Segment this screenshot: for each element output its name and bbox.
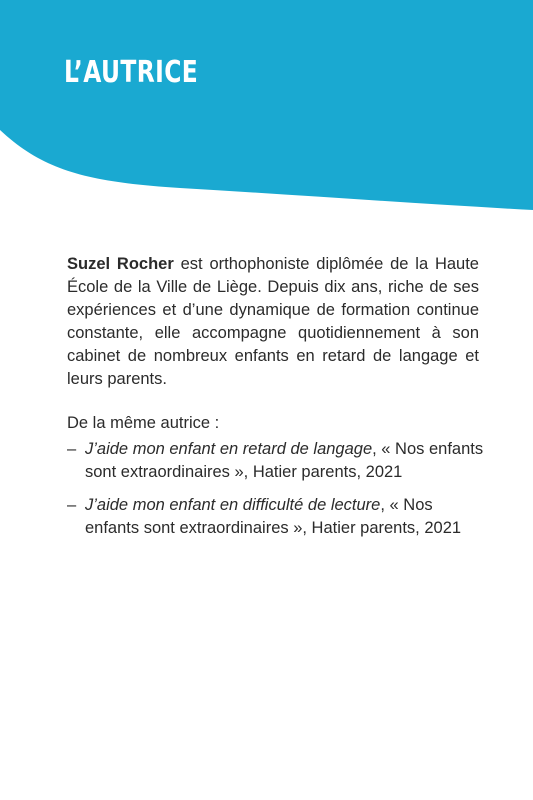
page-title: L’AUTRICE [64,55,199,90]
list-item [67,494,487,540]
author-name: Suzel Rocher [67,255,174,273]
bio-text: est orthophoniste diplômée de la Haute École de la Ville de Liège. Depuis dix ans, riche de ses expériences et d’une dynamique de formation continue constante, elle accompagne quotidiennement à son cabinet de nombreux enfants en retard de langage et leurs parents. [67,255,479,388]
list-dash: – [67,440,77,458]
book-title: J’aide mon enfant en difficulté de lecture [85,496,381,514]
list-dash: – [67,496,77,514]
also-by-label: De la même autrice : [67,414,220,432]
banner-shape [0,0,533,210]
book-title: J’aide mon enfant en retard de langage [85,440,373,458]
book-details: , « Nos enfants sont extraordinaires », Hatier parents, 2021 [85,496,462,537]
header-banner [0,0,533,215]
author-bio [67,253,479,391]
book-details: , « Nos enfants sont extraordinaires », Hatier parents, 2021 [85,440,484,481]
list-item [67,438,487,484]
works-list [67,438,487,550]
